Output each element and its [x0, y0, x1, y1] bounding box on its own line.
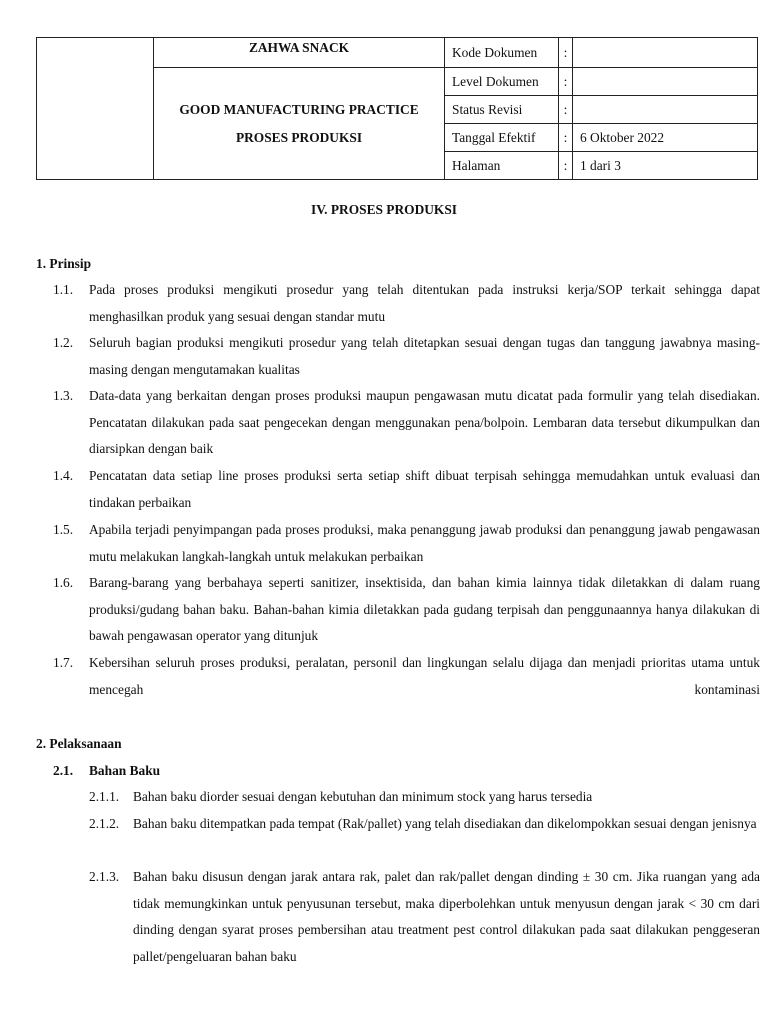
list-item-number: 1.7.: [53, 655, 74, 670]
list-item-number: 1.4.: [53, 468, 74, 483]
list-item: [53, 277, 760, 330]
list-item: [89, 811, 760, 838]
list-item-text: Data-data yang berkaitan dengan proses produksi maupun pengawasan mutu dicatat pada formulir yang telah disediakan. Pencatatan dilakukan pada saat pengecekan dengan menggunakan pena/bolpoin. Lembaran data tersebut dikumpulkan dan diarsipkan dengan baik: [89, 388, 760, 457]
subsection-heading-bahan-baku: [53, 763, 160, 779]
list-item-number: 2.1.3.: [89, 869, 120, 884]
header-value-halaman: 1 dari 3: [573, 152, 758, 180]
list-item-text: Kebersihan seluruh proses produksi, peralatan, personil dan lingkungan selalu dijaga dan menjadi prioritas utama untuk mencegah kontaminasi: [89, 655, 760, 697]
header-label-status-revisi: Status Revisi: [445, 96, 559, 124]
list-item-text: Pada proses produksi mengikuti prosedur yang telah ditentukan pada instruksi kerja/SOP terkait sehingga dapat menghasilkan produk yang sesuai dengan standar mutu: [89, 282, 760, 324]
list-item-text: Barang-barang yang berbahaya seperti sanitizer, insektisida, dan bahan kimia lainnya tidak diletakkan di dalam ruang produksi/gudang bahan baku. Bahan-bahan kimia diletakkan pada gudang terpisah dan penggunaannya hanya dilakukan di bawah pengawasan operator yang ditunjuk: [89, 575, 760, 644]
header-label-tanggal-efektif: Tanggal Efektif: [445, 124, 559, 152]
header-colon: :: [559, 152, 573, 180]
header-value-tanggal-efektif: 6 Oktober 2022: [573, 124, 758, 152]
list-item-text: Apabila terjadi penyimpangan pada proses produksi, maka penanggung jawab produksi dan penanggung jawab pengawasan mutu melakukan langkah-langkah untuk melakukan perbaikan: [89, 522, 760, 564]
document-title-line-2: PROSES PRODUKSI: [235, 129, 363, 145]
list-item: [53, 650, 760, 703]
list-item-text: Pencatatan data setiap line proses produksi serta setiap shift dibuat terpisah sehingga memudahkan untuk evaluasi dan tindakan perbaikan: [89, 468, 760, 510]
chapter-title: IV. PROSES PRODUKSI: [311, 202, 457, 217]
list-item-number: 1.6.: [53, 575, 74, 590]
list-item-text: Bahan baku diorder sesuai dengan kebutuhan dan minimum stock yang harus tersedia: [133, 789, 593, 804]
section-heading-prinsip: 1. Prinsip: [36, 256, 92, 271]
document-title-line-1: GOOD MANUFACTURING PRACTICE: [179, 101, 419, 117]
section-heading-pelaksanaan: 2. Pelaksanaan: [36, 736, 122, 751]
document-title: [154, 68, 445, 180]
company-name: ZAHWA SNACK: [154, 38, 445, 68]
list-item-number: 1.3.: [53, 388, 74, 403]
list-item: [53, 570, 760, 650]
subsection-title: Bahan Baku: [89, 763, 161, 778]
list-item-number: 2.1.2.: [89, 816, 120, 831]
list-item-number: 1.2.: [53, 335, 74, 350]
document-header-table: [36, 37, 758, 180]
header-label-halaman: Halaman: [445, 152, 559, 180]
list-item-text: Bahan baku disusun dengan jarak antara rak, palet dan rak/pallet dengan dinding ± 30 cm. Jika ruangan yang ada tidak memungkinkan untuk penyusunan tersebut, maka diperbolehkan untuk menyusun dengan jarak < 30 cm dari dinding dengan syarat proses pembersihan atau treatment pest control dilakukan pada saat dilakukan penggeseran pallet/pengeluaran bahan baku: [133, 869, 760, 964]
list-item-number: 1.5.: [53, 522, 74, 537]
header-colon: :: [559, 38, 573, 68]
header-value-status-revisi: [573, 96, 758, 124]
header-label-level-dokumen: Level Dokumen: [445, 68, 559, 96]
header-label-kode-dokumen: Kode Dokumen: [445, 38, 559, 68]
subsection-number: 2.1.: [53, 763, 74, 778]
list-item-text: Bahan baku ditempatkan pada tempat (Rak/pallet) yang telah disediakan dan dikelompokkan sesuai dengan jenisnya: [133, 816, 757, 831]
list-item: [53, 517, 760, 570]
header-value-level-dokumen: [573, 68, 758, 96]
list-item: [89, 864, 760, 970]
header-colon: :: [559, 96, 573, 124]
header-colon: :: [559, 68, 573, 96]
list-item-number: 1.1.: [53, 282, 74, 297]
list-item: [53, 330, 760, 383]
list-item: [89, 784, 760, 811]
list-item-number: 2.1.1.: [89, 789, 120, 804]
header-value-kode-dokumen: [573, 38, 758, 68]
list-item: [53, 383, 760, 463]
list-item-text: Seluruh bagian produksi mengikuti prosedur yang telah ditetapkan sesuai dengan tugas dan tanggung jawabnya masing-masing dengan mengutamakan kualitas: [89, 335, 760, 377]
header-colon: :: [559, 124, 573, 152]
logo-cell: [37, 38, 154, 180]
list-item: [53, 463, 760, 516]
